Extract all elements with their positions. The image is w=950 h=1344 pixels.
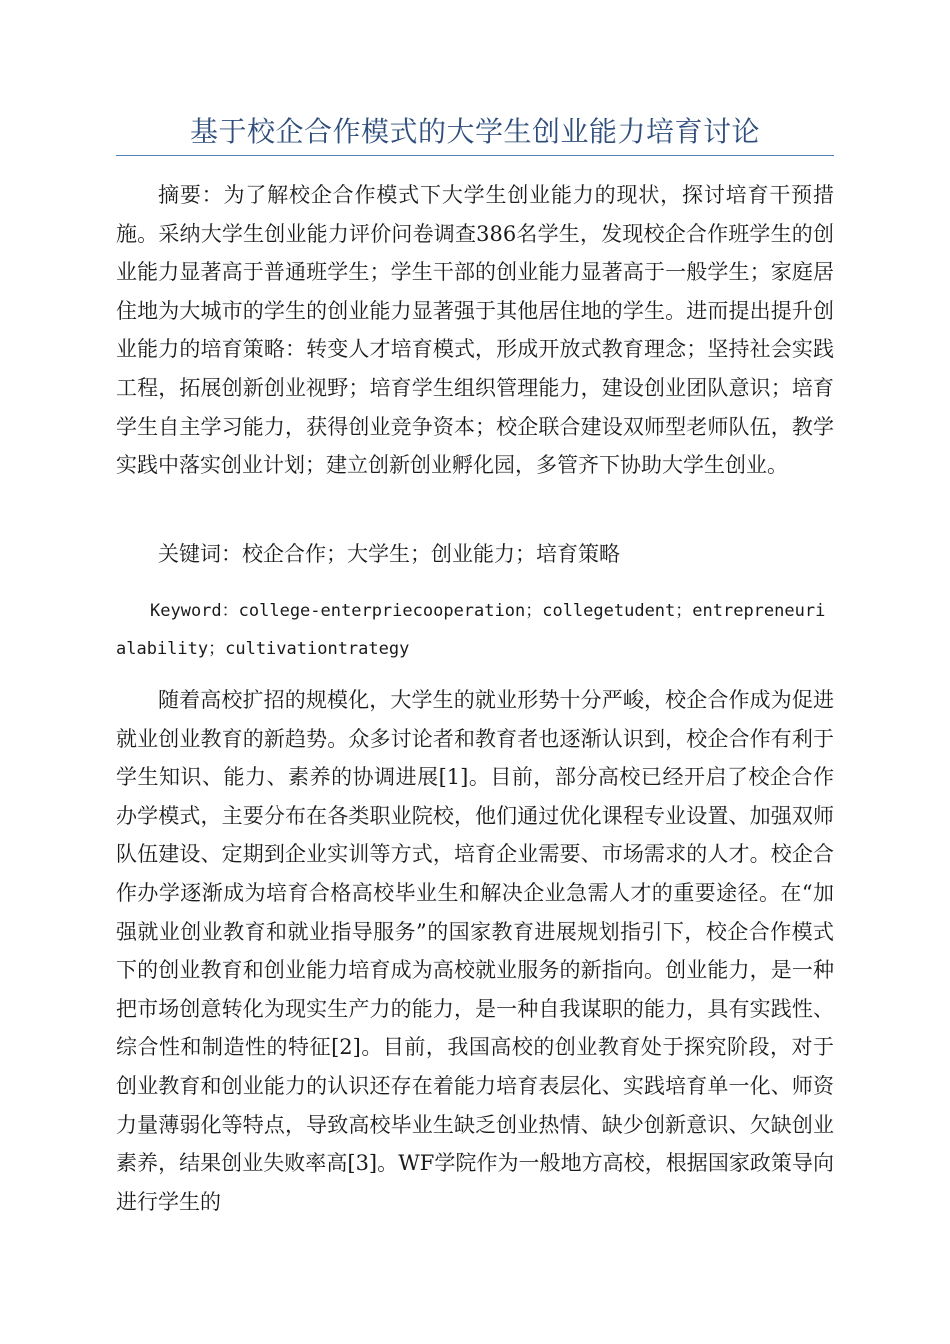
keywords-english: Keyword：college-enterpriecooperation；collegetudent；entrepreneurialability；cultivationtrategy	[116, 601, 826, 659]
keywords-chinese: 关键词：校企合作；大学生；创业能力；培育策略	[158, 542, 620, 566]
title-underline	[116, 155, 834, 156]
abstract-paragraph: 摘要：为了解校企合作模式下大学生创业能力的现状，探讨培育干预措施。采纳大学生创业能力评价问卷调查386名学生，发现校企合作班学生的创业能力显著高于普通班学生；学生干部的创业能力显著高于一般学生；家庭居住地为大城市的学生的创业能力显著强于其他居住地的学生。进而提出提升创业能力的培育策略：转变人才培育模式，形成开放式教育理念；坚持社会实践工程，拓展创新创业视野；培育学生组织管理能力，建设创业团队意识；培育学生自主学习能力，获得创业竞争资本；校企联合建设双师型老师队伍，教学实践中落实创业计划；建立创新创业孵化园，多管齐下协助大学生创业。	[116, 183, 834, 478]
introduction-paragraph: 随着高校扩招的规模化，大学生的就业形势十分严峻，校企合作成为促进就业创业教育的新趋势。众多讨论者和教育者也逐渐认识到，校企合作有利于学生知识、能力、素养的协调进展[1]。目前，部分高校已经开启了校企合作办学模式，主要分布在各类职业院校，他们通过优化课程专业设置、加强双师队伍建设、定期到企业实训等方式，培育企业需要、市场需求的人才。校企合作办学逐渐成为培育合格高校毕业生和解决企业急需人才的重要途径。在“加强就业创业教育和就业指导服务”的国家教育进展规划指引下，校企合作模式下的创业教育和创业能力培育成为高校就业服务的新指向。创业能力，是一种把市场创意转化为现实生产力的能力，是一种自我谋职的能力，具有实践性、综合性和制造性的特征[2]。目前，我国高校的创业教育处于探究阶段，对于创业教育和创业能力的认识还存在着能力培育表层化、实践培育单一化、师资力量薄弱化等特点，导致高校毕业生缺乏创业热情、缺少创新意识、欠缺创业素养，结果创业失败率高[3]。WF学院作为一般地方高校，根据国家政策导向进行学生的	[116, 688, 834, 1214]
page-title: 基于校企合作模式的大学生创业能力培育讨论	[189, 115, 760, 148]
